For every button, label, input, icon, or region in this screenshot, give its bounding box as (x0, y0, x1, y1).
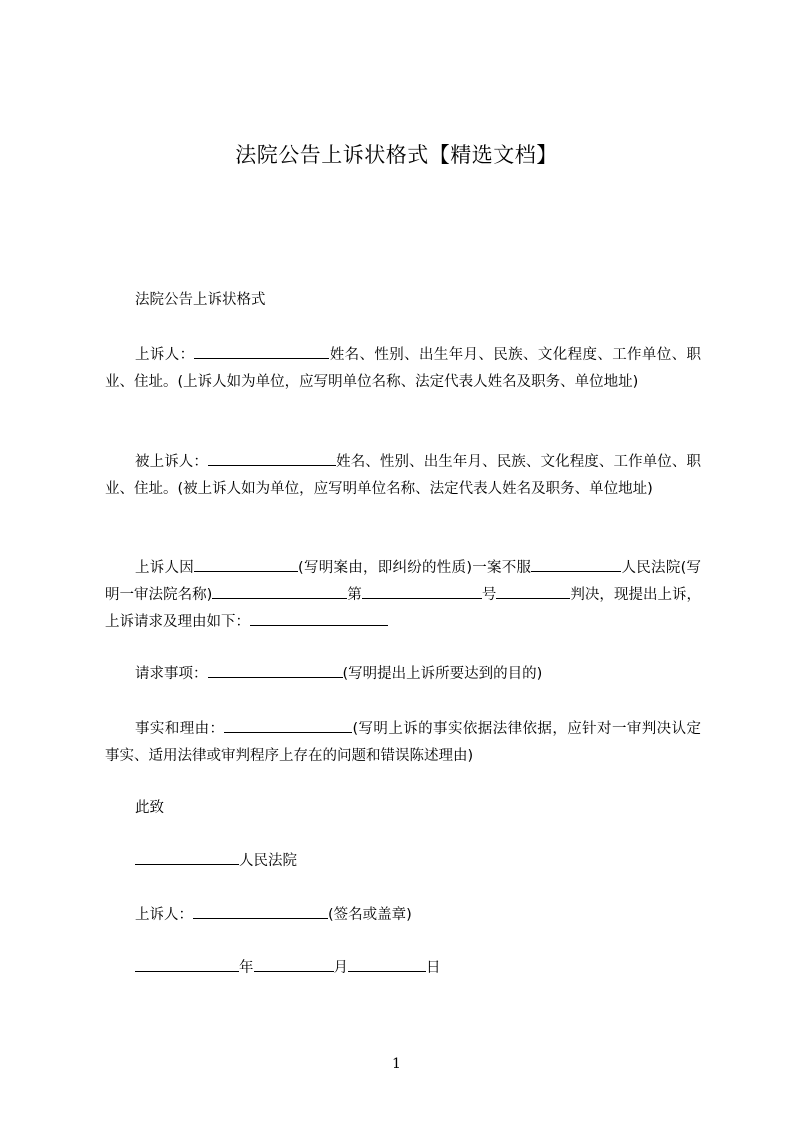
appellee-paragraph (105, 449, 701, 503)
signature-label: 上诉人： (135, 907, 193, 923)
salutation-text: 此致 (135, 800, 164, 816)
court-text: 人民法院 (239, 853, 297, 869)
request-label: 请求事项： (135, 666, 208, 682)
salutation-paragraph (105, 795, 701, 822)
section-heading (105, 287, 701, 314)
month-label: 月 (333, 960, 348, 976)
court-name-blank (531, 557, 621, 572)
case-cause-blank (194, 557, 298, 572)
cause-part-1: 上诉人因 (135, 560, 195, 576)
day-label: 日 (426, 960, 441, 976)
cause-part-5: 号 (481, 587, 497, 603)
facts-paragraph (105, 716, 701, 770)
facts-label: 事实和理由： (135, 721, 225, 737)
signature-blank (193, 904, 328, 919)
cause-paragraph (105, 555, 701, 636)
court-blank (135, 850, 239, 865)
appellant-text: 姓名、性别、出生年月、民族、文化程度、工作单位、职业、住址。(上诉人如为单位，应写明单位名称、法定代表人姓名及职务、单位地址) (105, 347, 702, 390)
cause-part-2: (写明案由，即纠纷的性质)一案不服 (298, 560, 532, 576)
appellee-text: 姓名、性别、出生年月、民族、文化程度、工作单位、职业、住址。(被上诉人如为单位，应写明单位名称、法定代表人姓名及职务、单位地址) (105, 454, 701, 497)
appellee-blank (208, 451, 336, 466)
facts-blank (224, 718, 352, 733)
request-text: (写明提出上诉所要达到的目的) (342, 666, 543, 682)
reasons-blank (250, 611, 388, 626)
day-blank (348, 957, 426, 972)
appellant-blank (194, 344, 329, 359)
appellee-label: 被上诉人： (135, 454, 208, 470)
year-label: 年 (239, 960, 254, 976)
case-year-blank (212, 584, 347, 599)
signature-paragraph (105, 902, 701, 929)
appellant-paragraph (105, 342, 701, 396)
page-number: 1 (392, 1056, 401, 1072)
cause-part-4: 第 (347, 587, 362, 603)
court-paragraph (105, 848, 701, 875)
signature-text: (签名或盖章) (328, 907, 412, 923)
document-title: 法院公告上诉状格式【精选文档】 (235, 143, 558, 167)
appellant-label: 上诉人： (135, 347, 195, 363)
cause-part-3: 人民法院(写明一审法院名称) (105, 560, 701, 603)
date-paragraph (105, 955, 701, 982)
month-blank (254, 957, 334, 972)
section-heading-text: 法院公告上诉状格式 (135, 292, 266, 308)
request-blank (208, 663, 343, 678)
request-paragraph (105, 661, 701, 688)
case-number-blank (362, 584, 482, 599)
facts-text: (写明上诉的事实依据法律依据，应针对一审判决认定事实、适用法律或审判程序上存在的问题和错误陈述理由) (105, 721, 702, 764)
cause-part-6: 判决，现提出上诉，上诉请求及理由如下： (105, 587, 702, 630)
year-blank (135, 957, 239, 972)
judgment-type-blank (496, 584, 570, 599)
